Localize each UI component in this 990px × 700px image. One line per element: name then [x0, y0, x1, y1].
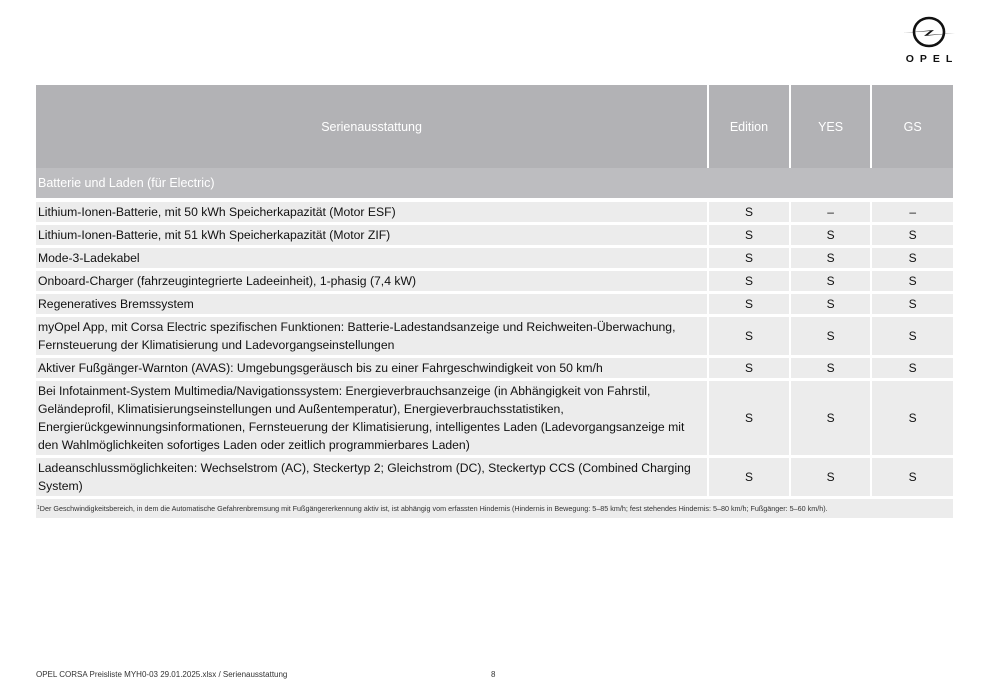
value-gs: S: [871, 224, 953, 247]
value-gs: –: [871, 202, 953, 224]
row-label: Mode-3-Ladekabel: [36, 247, 708, 270]
footer-page-number: 8: [491, 670, 496, 679]
value-gs: S: [871, 316, 953, 357]
value-yes: S: [790, 293, 872, 316]
equipment-table: [36, 85, 953, 518]
table-row: [36, 270, 953, 293]
row-label: Lithium-Ionen-Batterie, mit 51 kWh Speicherkapazität (Motor ZIF): [36, 224, 708, 247]
header-gs: GS: [871, 85, 953, 168]
value-yes: S: [790, 380, 872, 457]
table-header-row: [36, 85, 953, 168]
value-edition: S: [708, 270, 790, 293]
value-gs: S: [871, 247, 953, 270]
header-yes: YES: [790, 85, 872, 168]
footnote: [36, 498, 953, 519]
value-gs: S: [871, 293, 953, 316]
row-label: Regeneratives Bremssystem: [36, 293, 708, 316]
value-edition: S: [708, 357, 790, 380]
value-gs: S: [871, 380, 953, 457]
value-yes: –: [790, 202, 872, 224]
table-row: [36, 357, 953, 380]
value-yes: S: [790, 316, 872, 357]
row-label: Aktiver Fußgänger-Warnton (AVAS): Umgebungsgeräusch bis zu einer Fahrgeschwindigkeit von 50 km/h: [36, 357, 708, 380]
value-edition: S: [708, 316, 790, 357]
header-edition: Edition: [708, 85, 790, 168]
section-row: [36, 168, 953, 198]
row-label: Ladeanschlussmöglichkeiten: Wechselstrom (AC), Steckertyp 2; Gleichstrom (DC), Steckertyp CCS (Combined Charging System): [36, 457, 708, 498]
value-gs: S: [871, 457, 953, 498]
value-edition: S: [708, 224, 790, 247]
opel-wordmark: OPEL: [905, 53, 959, 65]
footnote-mark: 1: [37, 505, 40, 511]
value-yes: S: [790, 224, 872, 247]
table-row: [36, 457, 953, 498]
table-row: [36, 293, 953, 316]
table-row: [36, 316, 953, 357]
value-yes: S: [790, 247, 872, 270]
value-edition: S: [708, 293, 790, 316]
value-gs: S: [871, 270, 953, 293]
value-yes: S: [790, 270, 872, 293]
footnote-text: Der Geschwindigkeitsbereich, in dem die Automatische Gefahrenbremsung mit Fußgängererkennung aktiv ist, ist abhängig vom erfassten Hindernis (Hindernis in Bewegung: 5–85 km/h; fest stehendes Hindernis: 5–80 km/h; Fußgänger: 5–60 km/h).: [39, 504, 828, 513]
value-gs: S: [871, 357, 953, 380]
table-row: [36, 247, 953, 270]
table-row: [36, 224, 953, 247]
table-row: [36, 380, 953, 457]
footer-document-name: OPEL CORSA Preisliste MYH0-03 29.01.2025.xlsx / Serienausstattung: [36, 670, 288, 679]
value-yes: S: [790, 357, 872, 380]
row-label: Bei Infotainment-System Multimedia/Navigationssystem: Energieverbrauchsanzeige (in Abhängigkeit von Fahrstil, Geländeprofil, Klimatisierungseinstellungen und Außentemperatur), Energieverbrauchsstatistiken, Energierückgewinnungsinformationen, Fernsteuerung der Klimatisierung, intelligentes Laden (Ladevorgangsanzeige mit den Wahlmöglichkeiten sofortiges Laden oder zeitlich programmierbares Laden): [36, 380, 708, 457]
row-label: Onboard-Charger (fahrzeugintegrierte Ladeeinheit), 1-phasig (7,4 kW): [36, 270, 708, 293]
section-title: Batterie und Laden (für Electric): [36, 168, 953, 198]
value-edition: S: [708, 457, 790, 498]
header-serienausstattung: Serienausstattung: [36, 85, 708, 168]
value-yes: S: [790, 457, 872, 498]
opel-logo: [898, 16, 960, 68]
footnote-row: [36, 498, 953, 519]
opel-blitz-icon: [901, 16, 957, 50]
row-label: Lithium-Ionen-Batterie, mit 50 kWh Speicherkapazität (Motor ESF): [36, 202, 708, 224]
value-edition: S: [708, 202, 790, 224]
value-edition: S: [708, 380, 790, 457]
row-label: myOpel App, mit Corsa Electric spezifischen Funktionen: Batterie-Ladestandsanzeige und Reichweiten-Überwachung, Fernsteuerung der Klimatisierung und Ladevorgangseinstellungen: [36, 316, 708, 357]
table-row: [36, 202, 953, 224]
value-edition: S: [708, 247, 790, 270]
